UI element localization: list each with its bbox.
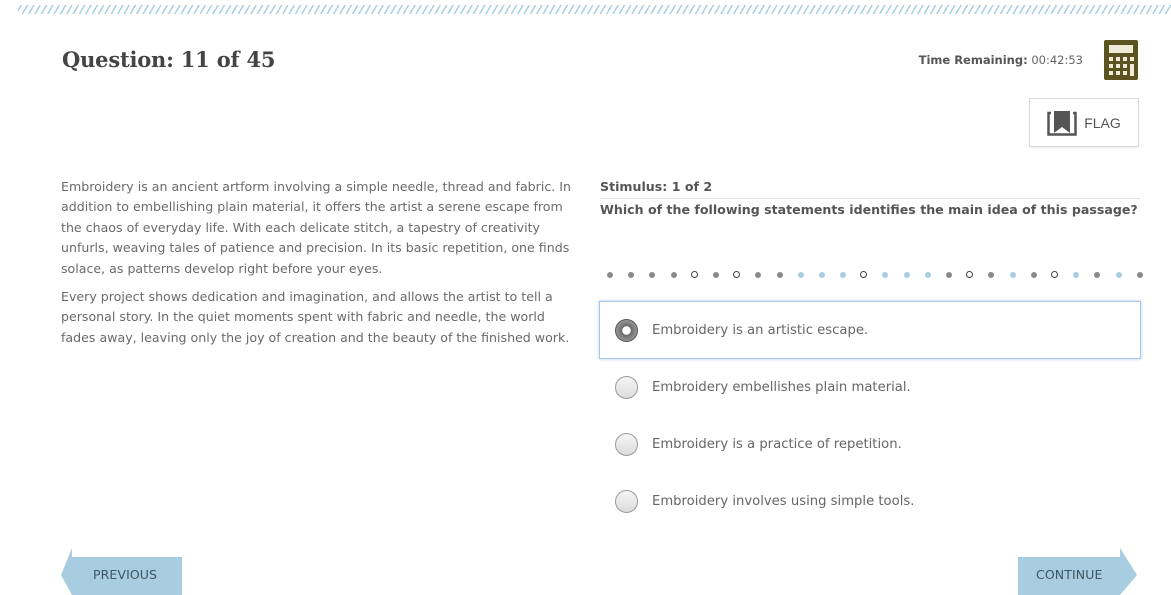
flag-button[interactable] (1029, 98, 1139, 147)
progress-dot-blue (1009, 270, 1030, 280)
progress-dots (606, 270, 1157, 280)
answer-text: Embroidery is an artistic escape. (652, 322, 869, 338)
answer-text: Embroidery is a practice of repetition. (652, 437, 902, 452)
progress-dot-gray (754, 270, 775, 280)
progress-dot-blue (839, 270, 860, 280)
progress-dot-blue (1115, 270, 1136, 280)
progress-dot-gray (670, 270, 691, 280)
radio-button-selected[interactable] (615, 319, 638, 342)
answer-text: Embroidery embellishes plain material. (652, 380, 911, 395)
progress-dot-blue (1072, 270, 1093, 280)
question-counter: Question: 11 of 45 (62, 47, 276, 72)
progress-dot-ring (691, 270, 712, 280)
progress-dot-gray (1030, 270, 1051, 280)
progress-dot-gray (712, 270, 733, 280)
question-prompt: Which of the following statements identifies the main idea of this passage? (600, 202, 1138, 217)
stimulus-indicator: Stimulus: 1 of 2 (600, 177, 1140, 199)
radio-button[interactable] (615, 433, 638, 456)
radio-button[interactable] (615, 376, 638, 399)
progress-dot-gray (776, 270, 797, 280)
answer-option-c[interactable] (599, 416, 1141, 473)
continue-button[interactable] (1018, 548, 1138, 595)
answer-text: Embroidery involves using simple tools. (652, 494, 915, 509)
time-remaining-label: Time Remaining: (918, 53, 1028, 67)
time-remaining (919, 53, 1083, 67)
progress-dot-gray (1136, 270, 1157, 280)
answer-options (599, 301, 1141, 530)
progress-dot-gray (1093, 270, 1114, 280)
top-decorative-stripe (18, 5, 1171, 14)
passage-paragraph: Every project shows dedication and imagination, and allows the artist to tell a personal story. In the quiet moments spent with fabric and needle, the world fades away, leaving only the joy of creation and the beauty of the finished work. (61, 289, 570, 345)
answer-option-b[interactable] (599, 359, 1141, 416)
progress-dot-gray (606, 270, 627, 280)
continue-label: CONTINUE (1036, 567, 1103, 582)
progress-dot-blue (903, 270, 924, 280)
calculator-screen (1109, 45, 1133, 53)
answer-option-d[interactable] (599, 473, 1141, 530)
previous-label: PREVIOUS (93, 567, 158, 582)
progress-dot-ring (1051, 270, 1072, 280)
progress-dot-gray (627, 270, 648, 280)
radio-button[interactable] (615, 490, 638, 513)
passage-paragraph: Embroidery is an ancient artform involving a simple needle, thread and fabric. In addition to embellishing plain material, it offers the artist a serene escape from the chaos of everyday life. With each delicate stitch, a tapestry of creativity unfurls, weaving tales of patience and precision. In its basic repetition, one finds solace, as patterns develop right before your eyes. (61, 179, 571, 276)
previous-button[interactable] (61, 548, 183, 595)
progress-dot-blue (881, 270, 902, 280)
answer-option-a[interactable] (599, 301, 1141, 359)
time-remaining-value: 00:42:53 (1031, 53, 1083, 67)
progress-dot-gray (648, 270, 669, 280)
question-panel (600, 177, 1140, 221)
progress-dot-gray (987, 270, 1008, 280)
reading-passage (61, 177, 571, 356)
flag-label: FLAG (1084, 114, 1121, 131)
progress-dot-ring (860, 270, 881, 280)
progress-dot-blue (924, 270, 945, 280)
calculator-icon[interactable] (1104, 40, 1138, 80)
bookmark-flag-icon (1047, 110, 1077, 136)
progress-dot-ring (733, 270, 754, 280)
progress-dot-ring (966, 270, 987, 280)
progress-dot-gray (945, 270, 966, 280)
progress-dot-blue (818, 270, 839, 280)
progress-dot-blue (797, 270, 818, 280)
